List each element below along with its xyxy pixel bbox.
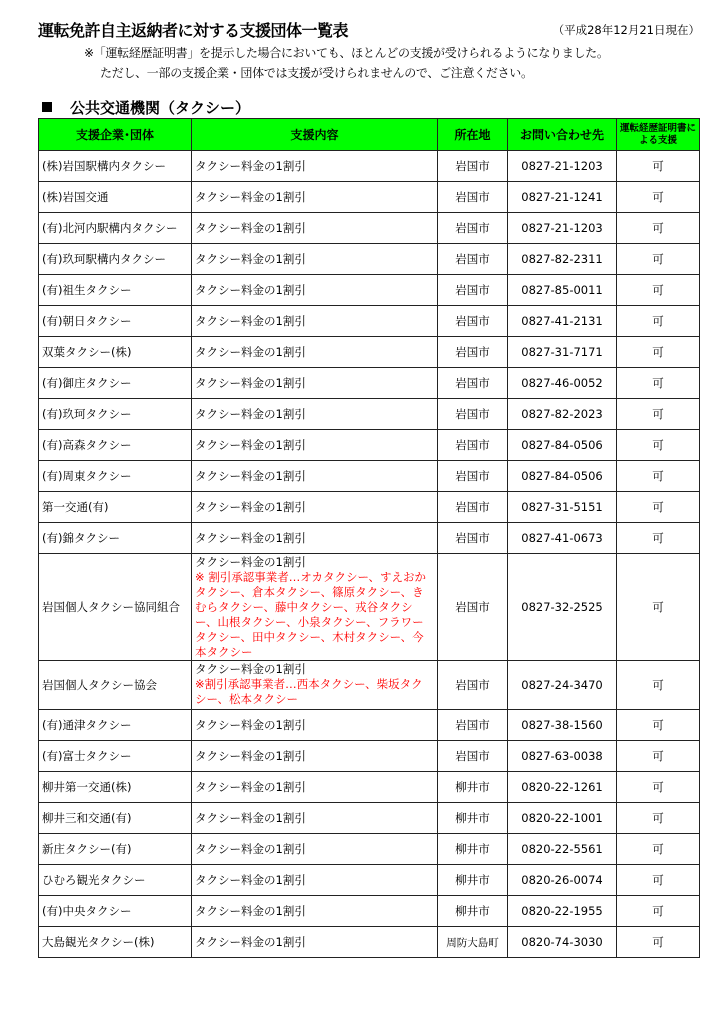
cell-location: 周防大島町 [438,927,508,958]
cell-location: 岩国市 [438,399,508,430]
cell-organization: (有)玖珂駅構内タクシー [39,244,192,275]
cell-support [192,772,438,803]
support-organizations-table [38,118,700,958]
approved-operators-note: ※割引承認事業者…西本タクシー、柴坂タクシー、松本タクシー [195,677,423,706]
cell-organization: 第一交通(有) [39,492,192,523]
cell-support [192,741,438,772]
table-row [39,275,700,306]
cell-certificate: 可 [617,927,700,958]
table-row [39,461,700,492]
support-text: タクシー料金の1割引 [195,376,306,390]
cell-contact: 0827-41-0673 [508,523,617,554]
cell-certificate: 可 [617,492,700,523]
section-heading [38,97,250,118]
cell-certificate: 可 [617,213,700,244]
approved-operators-note: ※ 割引承認事業者…オカタクシー、すえおかタクシー、倉本タクシー、篠原タクシー、きむらタクシー、藤中タクシー、戎谷タクシー、山根タクシー、小泉タクシー、フラワータクシー、田中タクシー、木村タクシー、今本タクシー [195,570,426,659]
table-row [39,554,700,661]
header-certificate: 運転経歴証明書による支援 [617,119,700,151]
cell-certificate: 可 [617,896,700,927]
header-support: 支援内容 [192,119,438,151]
cell-location: 岩国市 [438,151,508,182]
cell-location: 柳井市 [438,896,508,927]
cell-contact: 0827-38-1560 [508,710,617,741]
cell-support [192,927,438,958]
as-of-date: （平成28年12月21日現在） [552,23,700,37]
table-header-row [39,119,700,151]
support-text: タクシー料金の1割引 [195,555,306,569]
header-organization: 支援企業･団体 [39,119,192,151]
cell-location: 岩国市 [438,368,508,399]
cell-location: 岩国市 [438,213,508,244]
cell-contact: 0827-21-1241 [508,182,617,213]
cell-organization: (有)錦タクシー [39,523,192,554]
square-bullet-icon [42,102,52,112]
cell-location: 柳井市 [438,834,508,865]
support-text: タクシー料金の1割引 [195,159,306,173]
cell-certificate: 可 [617,661,700,710]
support-text: タクシー料金の1割引 [195,469,306,483]
cell-support [192,337,438,368]
cell-certificate: 可 [617,399,700,430]
support-text: タクシー料金の1割引 [195,252,306,266]
cell-organization: 岩国個人タクシー協会 [39,661,192,710]
cell-contact: 0820-26-0074 [508,865,617,896]
table-row [39,430,700,461]
table-row [39,306,700,337]
cell-support [192,492,438,523]
cell-location: 柳井市 [438,865,508,896]
cell-contact: 0820-22-5561 [508,834,617,865]
cell-organization: (有)御庄タクシー [39,368,192,399]
cell-contact: 0827-85-0011 [508,275,617,306]
cell-organization: (有)高森タクシー [39,430,192,461]
cell-contact: 0827-84-0506 [508,461,617,492]
support-text: タクシー料金の1割引 [195,283,306,297]
cell-organization: (有)中央タクシー [39,896,192,927]
cell-location: 岩国市 [438,554,508,661]
cell-support [192,896,438,927]
support-text: タクシー料金の1割引 [195,438,306,452]
cell-support [192,182,438,213]
cell-location: 岩国市 [438,306,508,337]
cell-contact: 0827-32-2525 [508,554,617,661]
cell-support [192,275,438,306]
note-line-2: ただし、一部の支援企業・団体では支援が受けられませんので、ご注意ください。 [100,66,533,80]
cell-contact: 0820-22-1001 [508,803,617,834]
table-row [39,399,700,430]
cell-organization: (株)岩国駅構内タクシー [39,151,192,182]
table-row [39,337,700,368]
cell-support [192,865,438,896]
support-text: タクシー料金の1割引 [195,190,306,204]
cell-organization: (有)富士タクシー [39,741,192,772]
cell-organization: (有)朝日タクシー [39,306,192,337]
cell-support [192,306,438,337]
cell-certificate: 可 [617,244,700,275]
table-row [39,834,700,865]
note-line-1: ※「運転経歴証明書」を提示した場合においても、ほとんどの支援が受けられるようになりました。 [84,46,609,60]
cell-location: 岩国市 [438,244,508,275]
cell-organization: 岩国個人タクシー協同組合 [39,554,192,661]
cell-location: 柳井市 [438,803,508,834]
support-text: タクシー料金の1割引 [195,811,306,825]
cell-contact: 0827-46-0052 [508,368,617,399]
table-row [39,492,700,523]
cell-organization: 大島観光タクシー(株) [39,927,192,958]
cell-location: 柳井市 [438,772,508,803]
cell-organization: (株)岩国交通 [39,182,192,213]
cell-location: 岩国市 [438,741,508,772]
support-text: タクシー料金の1割引 [195,531,306,545]
cell-organization: (有)玖珂タクシー [39,399,192,430]
cell-support [192,661,438,710]
cell-contact: 0820-22-1955 [508,896,617,927]
table-body [39,151,700,958]
section-title: 公共交通機関（タクシー） [70,99,251,117]
table-row [39,244,700,275]
support-text: タクシー料金の1割引 [195,345,306,359]
cell-certificate: 可 [617,834,700,865]
table-row [39,896,700,927]
table-row [39,741,700,772]
cell-support [192,399,438,430]
cell-organization: 双葉タクシー(株) [39,337,192,368]
cell-location: 岩国市 [438,523,508,554]
support-text: タクシー料金の1割引 [195,500,306,514]
cell-certificate: 可 [617,461,700,492]
cell-organization: (有)北河内駅構内タクシー [39,213,192,244]
cell-certificate: 可 [617,554,700,661]
cell-support [192,523,438,554]
table-row [39,661,700,710]
cell-contact: 0827-41-2131 [508,306,617,337]
table-row [39,368,700,399]
support-text: タクシー料金の1割引 [195,873,306,887]
cell-contact: 0827-21-1203 [508,151,617,182]
cell-organization: 柳井第一交通(株) [39,772,192,803]
cell-organization: 新庄タクシー(有) [39,834,192,865]
table-row [39,865,700,896]
cell-organization: 柳井三和交通(有) [39,803,192,834]
cell-organization: (有)祖生タクシー [39,275,192,306]
support-text: タクシー料金の1割引 [195,842,306,856]
cell-support [192,803,438,834]
cell-certificate: 可 [617,741,700,772]
cell-location: 岩国市 [438,492,508,523]
cell-certificate: 可 [617,803,700,834]
cell-support [192,554,438,661]
cell-support [192,834,438,865]
cell-contact: 0820-22-1261 [508,772,617,803]
support-text: タクシー料金の1割引 [195,904,306,918]
cell-certificate: 可 [617,368,700,399]
table-row [39,710,700,741]
table-row [39,213,700,244]
support-text: タクシー料金の1割引 [195,314,306,328]
header-contact: お問い合わせ先 [508,119,617,151]
table-row [39,182,700,213]
cell-certificate: 可 [617,430,700,461]
table-row [39,772,700,803]
table-row [39,927,700,958]
support-text: タクシー料金の1割引 [195,935,306,949]
support-text: タクシー料金の1割引 [195,749,306,763]
cell-certificate: 可 [617,865,700,896]
cell-location: 岩国市 [438,337,508,368]
cell-support [192,213,438,244]
cell-location: 岩国市 [438,710,508,741]
document-title: 運転免許自主返納者に対する支援団体一覧表 [38,21,349,40]
cell-certificate: 可 [617,182,700,213]
cell-certificate: 可 [617,710,700,741]
cell-location: 岩国市 [438,182,508,213]
cell-contact: 0827-82-2311 [508,244,617,275]
cell-certificate: 可 [617,306,700,337]
cell-contact: 0827-31-5151 [508,492,617,523]
header-location: 所在地 [438,119,508,151]
cell-location: 岩国市 [438,430,508,461]
cell-location: 岩国市 [438,275,508,306]
cell-certificate: 可 [617,337,700,368]
cell-organization: ひむろ観光タクシー [39,865,192,896]
support-text: タクシー料金の1割引 [195,662,306,676]
cell-support [192,461,438,492]
support-text: タクシー料金の1割引 [195,780,306,794]
cell-support [192,151,438,182]
cell-location: 岩国市 [438,661,508,710]
cell-contact: 0827-82-2023 [508,399,617,430]
cell-organization: (有)通津タクシー [39,710,192,741]
support-text: タクシー料金の1割引 [195,718,306,732]
support-text: タクシー料金の1割引 [195,221,306,235]
cell-certificate: 可 [617,523,700,554]
cell-support [192,368,438,399]
support-text: タクシー料金の1割引 [195,407,306,421]
cell-location: 岩国市 [438,461,508,492]
cell-support [192,430,438,461]
cell-organization: (有)周東タクシー [39,461,192,492]
cell-certificate: 可 [617,151,700,182]
table-row [39,151,700,182]
table-row [39,523,700,554]
cell-contact: 0827-63-0038 [508,741,617,772]
cell-contact: 0827-21-1203 [508,213,617,244]
cell-contact: 0820-74-3030 [508,927,617,958]
cell-certificate: 可 [617,275,700,306]
table-row [39,803,700,834]
cell-support [192,710,438,741]
cell-certificate: 可 [617,772,700,803]
cell-contact: 0827-24-3470 [508,661,617,710]
cell-support [192,244,438,275]
cell-contact: 0827-31-7171 [508,337,617,368]
cell-contact: 0827-84-0506 [508,430,617,461]
